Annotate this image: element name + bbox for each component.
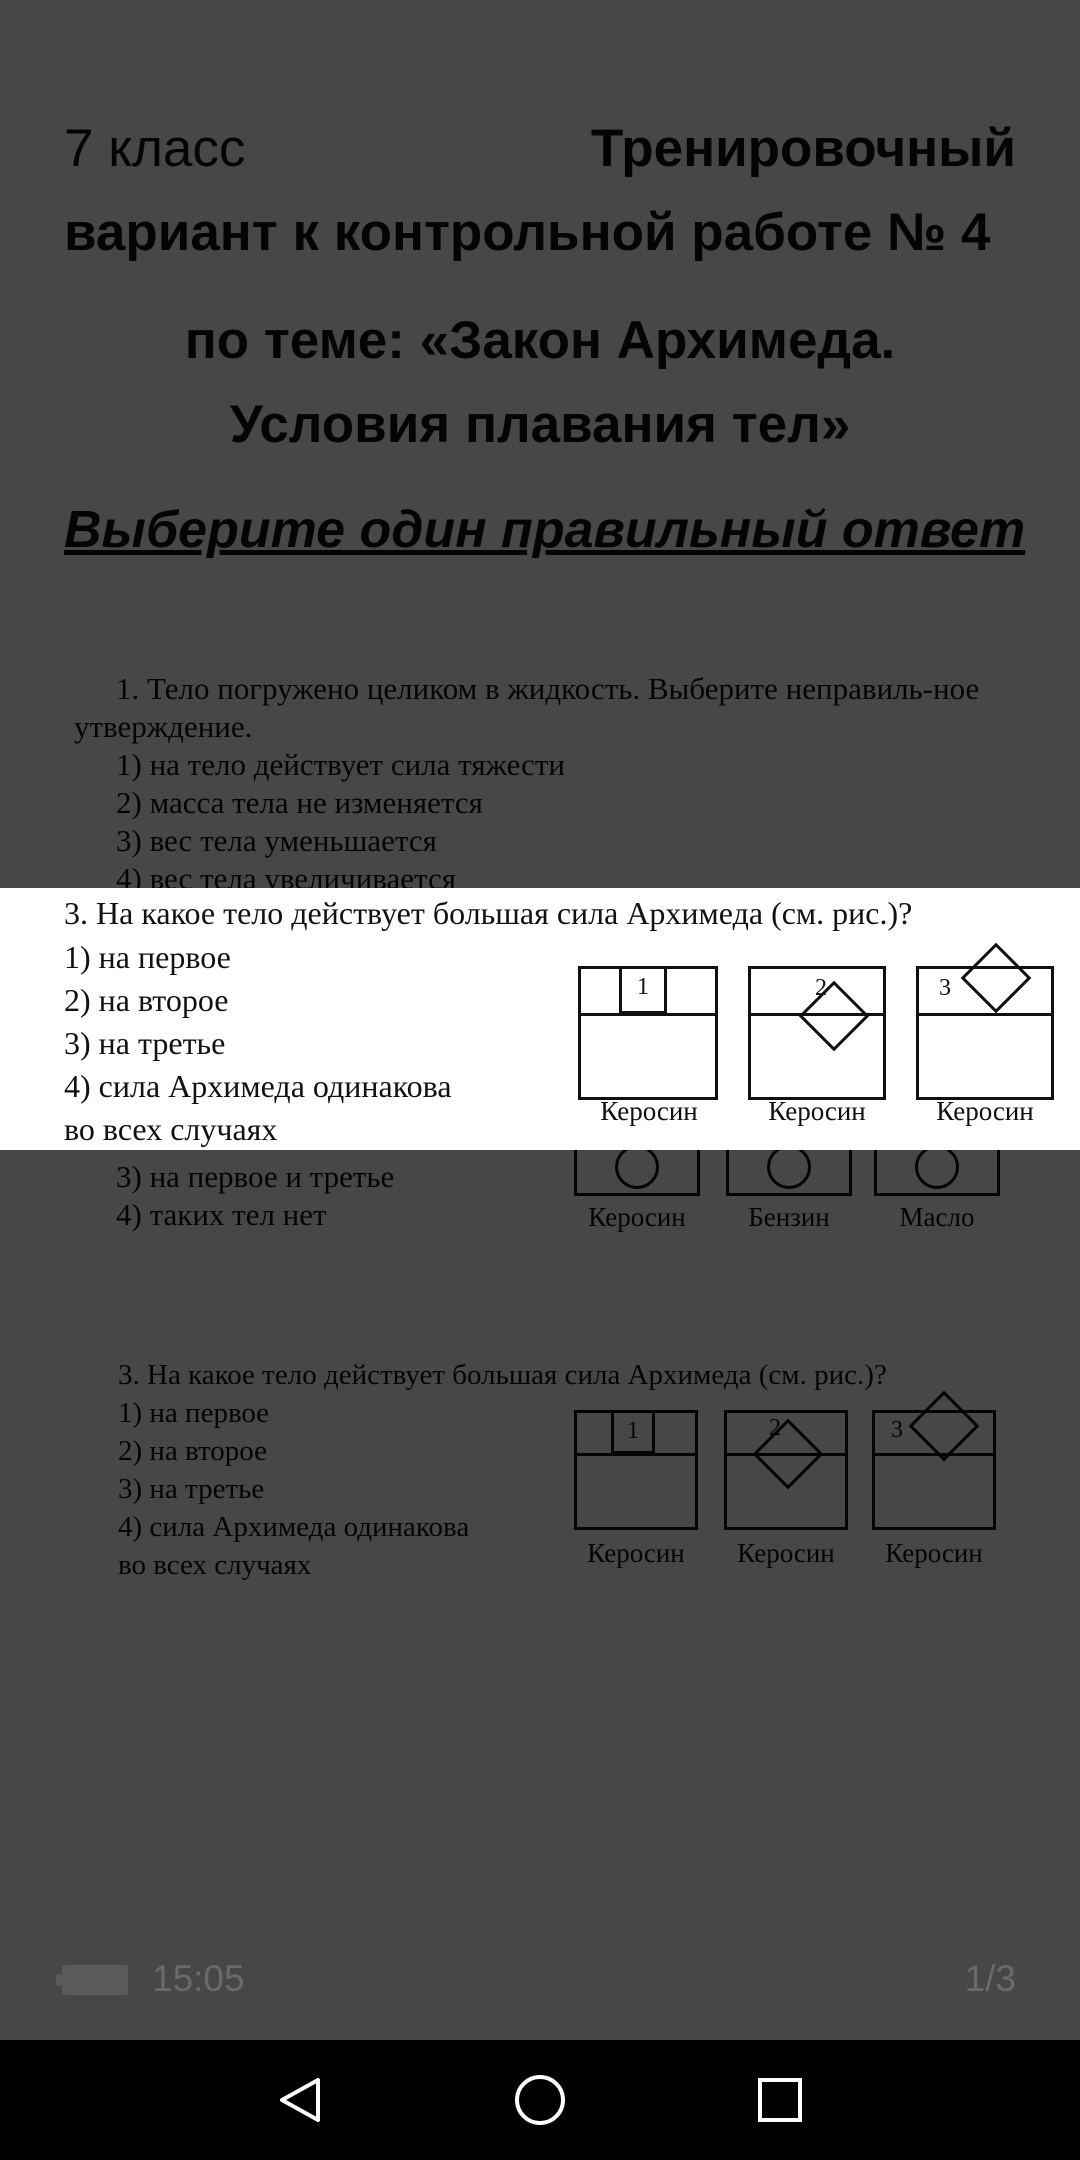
home-button[interactable] — [510, 2070, 570, 2130]
cube-shape: 1 — [619, 966, 667, 1014]
question-3-option: 4) сила Архимеда одинакова — [64, 1068, 452, 1104]
vessel-1 — [578, 966, 718, 1100]
question-3-option: во всех случаях — [64, 1111, 278, 1147]
battery-icon — [62, 1965, 128, 1995]
back-button[interactable] — [270, 2070, 330, 2130]
liquid-caption: Керосин — [768, 1096, 866, 1126]
page-counter: 1/3 — [964, 1958, 1016, 1999]
zoomed-question-card[interactable] — [0, 888, 1080, 1150]
question-3-option: 3) на третье — [64, 1025, 226, 1061]
navigation-bar — [0, 2040, 1080, 2160]
question-3-stem: 3. На какое тело действует большая сила Архимеда (см. рис.)? — [64, 895, 913, 931]
question-3-options — [64, 936, 452, 1151]
liquid-caption: Керосин — [936, 1096, 1034, 1126]
vessel-3 — [916, 966, 1054, 1100]
back-triangle-icon — [274, 2074, 326, 2126]
cube-rotated-shape — [799, 981, 870, 1052]
question-3-figure — [578, 950, 1058, 1130]
liquid-caption: Керосин — [600, 1096, 698, 1126]
recents-square-icon — [755, 2075, 805, 2125]
vessel-2 — [748, 966, 886, 1100]
home-circle-icon — [512, 2072, 568, 2128]
figure-number: 3 — [939, 975, 951, 1001]
liquid-level — [919, 1013, 1051, 1016]
status-time: 15:05 — [152, 1958, 245, 1999]
question-3-option: 1) на первое — [64, 939, 231, 975]
question-3-option: 2) на второе — [64, 982, 229, 1018]
cube-rotated-shape — [961, 943, 1032, 1014]
figure-number: 2 — [815, 975, 827, 1001]
recents-button[interactable] — [750, 2070, 810, 2130]
